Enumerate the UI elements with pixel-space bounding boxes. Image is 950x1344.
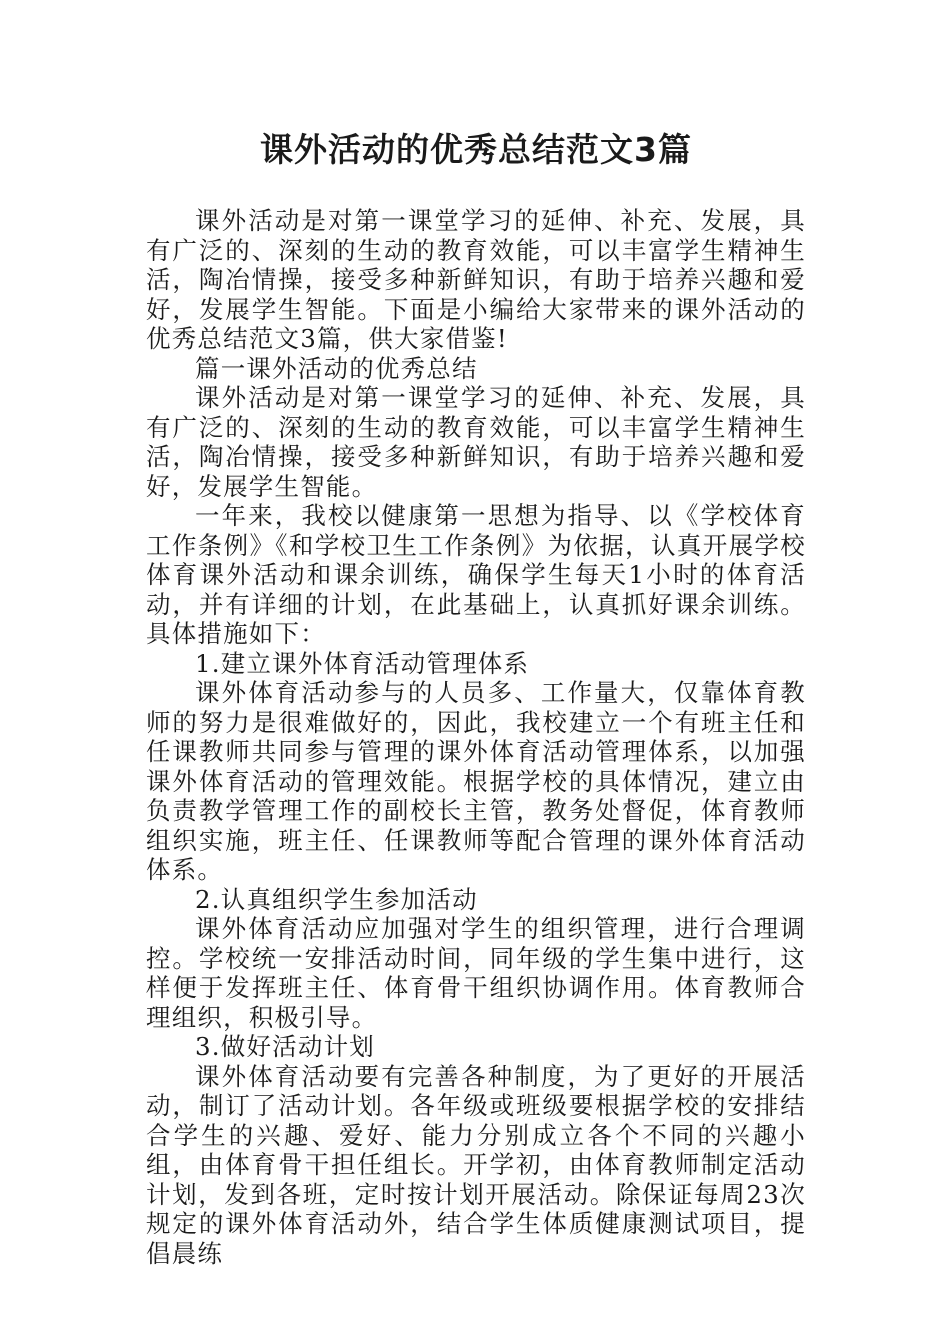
document-title: 课外活动的优秀总结范文3篇 xyxy=(260,130,692,169)
intro-paragraph: 课外活动是对第一课堂学习的延伸、补充、发展，具有广泛的、深刻的生动的教育效能，可以丰富学生精神生活，陶冶情操，接受多种新鲜知识，有助于培养兴趣和爱好，发展学生智能。下面是小编给大家带来的课外活动的优秀总结范文3篇，供大家借鉴! xyxy=(146,206,806,353)
subheading: 1.建立课外体育活动管理体系 xyxy=(195,648,530,678)
body-paragraph: 一年来，我校以健康第一思想为指导、以《学校体育工作条例》《和学校卫生工作条例》为依据，认真开展学校体育课外活动和课余训练，确保学生每天1小时的体育活动，并有详细的计划，在此基础上，认真抓好课余训练。具体措施如下： xyxy=(146,501,806,648)
section-heading: 篇一课外活动的优秀总结 xyxy=(195,353,478,383)
subheading: 2.认真组织学生参加活动 xyxy=(195,884,478,914)
body-paragraph: 课外体育活动参与的人员多、工作量大，仅靠体育教师的努力是很难做好的，因此，我校建立一个有班主任和任课教师共同参与管理的课外体育活动管理体系，以加强课外体育活动的管理效能。根据学校的具体情况，建立由负责教学管理工作的副校长主管，教务处督促，体育教师组织实施，班主任、任课教师等配合管理的课外体育活动体系。 xyxy=(146,678,806,884)
subheading: 3.做好活动计划 xyxy=(195,1032,375,1061)
body-paragraph: 课外活动是对第一课堂学习的延伸、补充、发展，具有广泛的、深刻的生动的教育效能，可以丰富学生精神生活，陶冶情操，接受多种新鲜知识，有助于培养兴趣和爱好，发展学生智能。 xyxy=(146,383,806,501)
document-page xyxy=(146,128,806,1268)
body-paragraph: 课外体育活动应加强对学生的组织管理，进行合理调控。学校统一安排活动时间，同年级的学生集中进行，这样便于发挥班主任、体育骨干组织协调作用。体育教师合理组织，积极引导。 xyxy=(146,914,806,1032)
body-paragraph: 课外体育活动要有完善各种制度，为了更好的开展活动，制订了活动计划。各年级或班级要根据学校的安排结合学生的兴趣、爱好、能力分别成立各个不同的兴趣小组，由体育骨干担任组长。开学初，由体育教师制定活动计划，发到各班，定时按计划开展活动。除保证每周23次规定的课外体育活动外，结合学生体质健康测试项目，提倡晨练 xyxy=(146,1061,806,1268)
document-body xyxy=(146,206,806,1268)
